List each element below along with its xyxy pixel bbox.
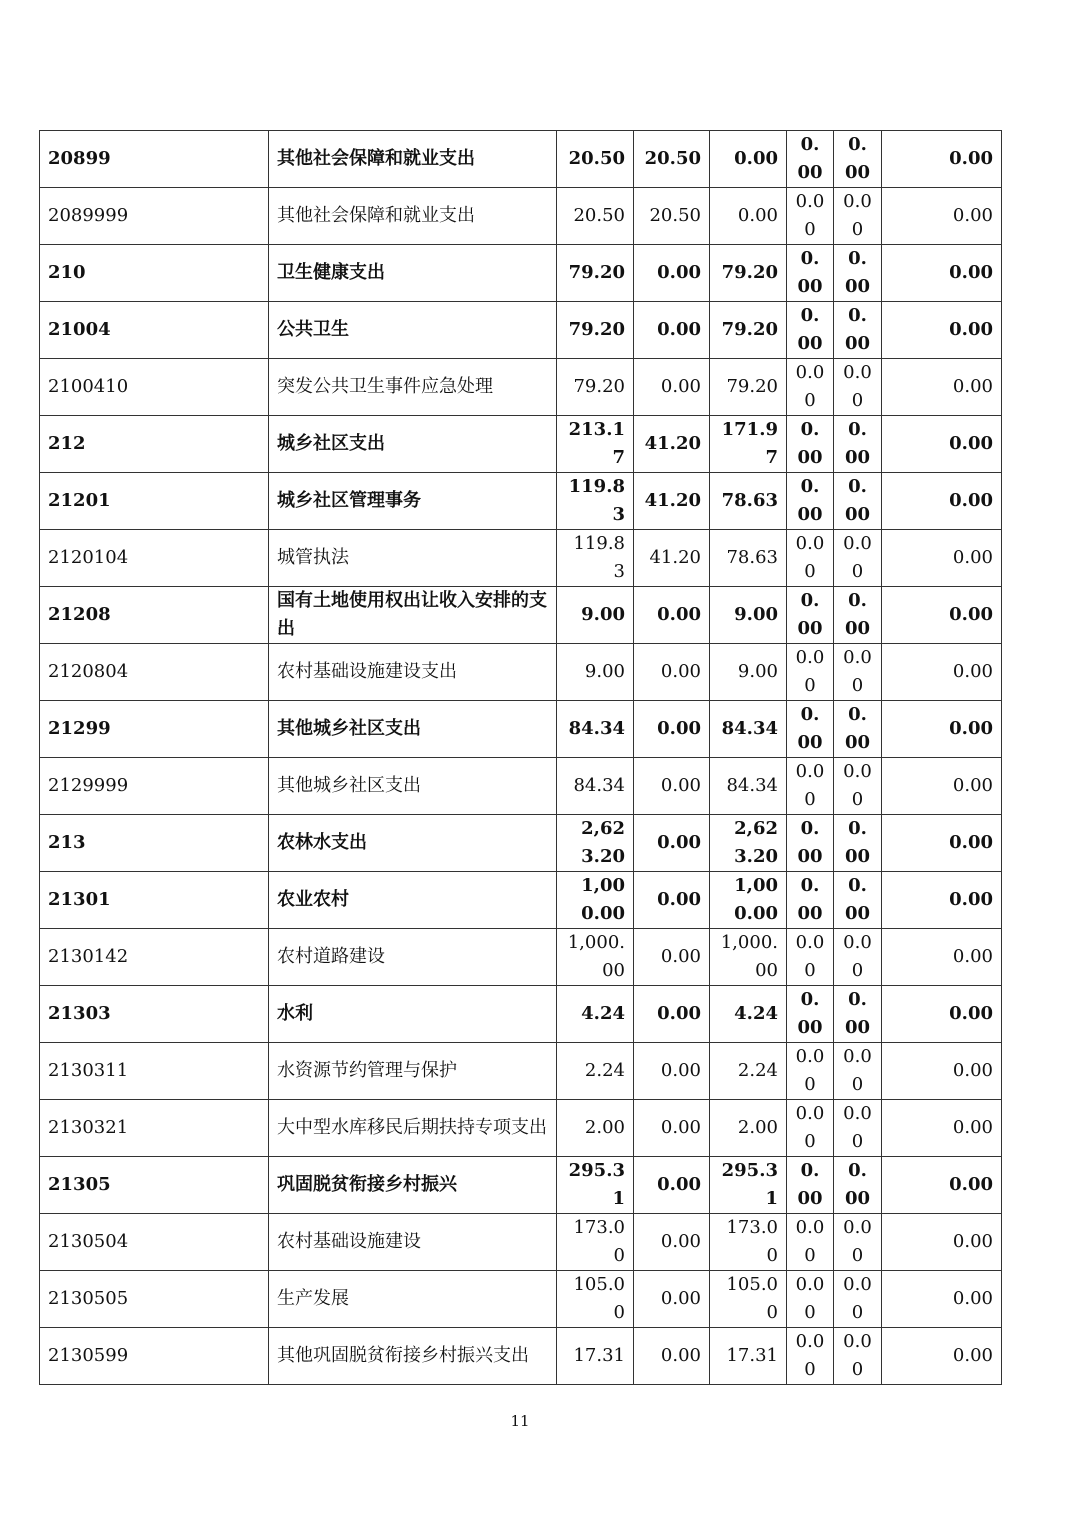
table-row bbox=[40, 1328, 1002, 1385]
subject-name-cell: 突发公共卫生事件应急处理 bbox=[269, 359, 557, 416]
subject-name-cell: 农村基础设施建设 bbox=[269, 1214, 557, 1271]
project-expenditure-cell: 0.00 bbox=[710, 131, 787, 188]
column-8-cell: 0.00 bbox=[882, 416, 1002, 473]
subject-code-cell: 213 bbox=[40, 815, 269, 872]
column-7-cell: 0.00 bbox=[834, 1214, 882, 1271]
project-expenditure-cell: 4.24 bbox=[710, 986, 787, 1043]
total-cell: 20.50 bbox=[557, 188, 634, 245]
basic-expenditure-cell: 0.00 bbox=[634, 644, 710, 701]
subject-code-cell: 21208 bbox=[40, 587, 269, 644]
total-cell: 1,000.00 bbox=[557, 872, 634, 929]
project-expenditure-cell: 105.00 bbox=[710, 1271, 787, 1328]
total-cell: 1,000.00 bbox=[557, 929, 634, 986]
subject-code-cell: 21201 bbox=[40, 473, 269, 530]
table-row bbox=[40, 245, 1002, 302]
column-7-cell: 0.00 bbox=[834, 245, 882, 302]
column-6-cell: 0.00 bbox=[787, 245, 834, 302]
subject-code-cell: 210 bbox=[40, 245, 269, 302]
column-8-cell: 0.00 bbox=[882, 359, 1002, 416]
basic-expenditure-cell: 0.00 bbox=[634, 1214, 710, 1271]
project-expenditure-cell: 9.00 bbox=[710, 587, 787, 644]
subject-name-cell: 巩固脱贫衔接乡村振兴 bbox=[269, 1157, 557, 1214]
project-expenditure-cell: 2.00 bbox=[710, 1100, 787, 1157]
subject-code-cell: 21299 bbox=[40, 701, 269, 758]
column-6-cell: 0.00 bbox=[787, 359, 834, 416]
basic-expenditure-cell: 0.00 bbox=[634, 1328, 710, 1385]
column-7-cell: 0.00 bbox=[834, 701, 882, 758]
subject-code-cell: 2130311 bbox=[40, 1043, 269, 1100]
column-8-cell: 0.00 bbox=[882, 131, 1002, 188]
column-6-cell: 0.00 bbox=[787, 1043, 834, 1100]
column-6-cell: 0.00 bbox=[787, 473, 834, 530]
subject-code-cell: 21303 bbox=[40, 986, 269, 1043]
column-7-cell: 0.00 bbox=[834, 359, 882, 416]
column-8-cell: 0.00 bbox=[882, 1100, 1002, 1157]
subject-code-cell: 21301 bbox=[40, 872, 269, 929]
column-7-cell: 0.00 bbox=[834, 302, 882, 359]
column-8-cell: 0.00 bbox=[882, 815, 1002, 872]
project-expenditure-cell: 2.24 bbox=[710, 1043, 787, 1100]
basic-expenditure-cell: 0.00 bbox=[634, 986, 710, 1043]
table-row bbox=[40, 416, 1002, 473]
basic-expenditure-cell: 0.00 bbox=[634, 758, 710, 815]
total-cell: 20.50 bbox=[557, 131, 634, 188]
total-cell: 9.00 bbox=[557, 587, 634, 644]
project-expenditure-cell: 84.34 bbox=[710, 758, 787, 815]
total-cell: 79.20 bbox=[557, 302, 634, 359]
column-6-cell: 0.00 bbox=[787, 815, 834, 872]
column-7-cell: 0.00 bbox=[834, 1328, 882, 1385]
column-6-cell: 0.00 bbox=[787, 1214, 834, 1271]
basic-expenditure-cell: 0.00 bbox=[634, 302, 710, 359]
subject-code-cell: 212 bbox=[40, 416, 269, 473]
column-8-cell: 0.00 bbox=[882, 1328, 1002, 1385]
basic-expenditure-cell: 41.20 bbox=[634, 416, 710, 473]
column-7-cell: 0.00 bbox=[834, 131, 882, 188]
column-6-cell: 0.00 bbox=[787, 1100, 834, 1157]
table-row bbox=[40, 1157, 1002, 1214]
subject-name-cell: 城乡社区管理事务 bbox=[269, 473, 557, 530]
table-row bbox=[40, 302, 1002, 359]
column-8-cell: 0.00 bbox=[882, 587, 1002, 644]
column-7-cell: 0.00 bbox=[834, 815, 882, 872]
column-6-cell: 0.00 bbox=[787, 188, 834, 245]
table-row bbox=[40, 473, 1002, 530]
basic-expenditure-cell: 0.00 bbox=[634, 359, 710, 416]
project-expenditure-cell: 295.31 bbox=[710, 1157, 787, 1214]
subject-code-cell: 2130321 bbox=[40, 1100, 269, 1157]
project-expenditure-cell: 84.34 bbox=[710, 701, 787, 758]
basic-expenditure-cell: 0.00 bbox=[634, 815, 710, 872]
total-cell: 105.00 bbox=[557, 1271, 634, 1328]
column-7-cell: 0.00 bbox=[834, 188, 882, 245]
table-row bbox=[40, 188, 1002, 245]
subject-code-cell: 2120104 bbox=[40, 530, 269, 587]
column-6-cell: 0.00 bbox=[787, 131, 834, 188]
column-8-cell: 0.00 bbox=[882, 1043, 1002, 1100]
basic-expenditure-cell: 41.20 bbox=[634, 473, 710, 530]
project-expenditure-cell: 17.31 bbox=[710, 1328, 787, 1385]
basic-expenditure-cell: 0.00 bbox=[634, 872, 710, 929]
subject-name-cell: 其他社会保障和就业支出 bbox=[269, 188, 557, 245]
subject-name-cell: 其他城乡社区支出 bbox=[269, 758, 557, 815]
total-cell: 84.34 bbox=[557, 701, 634, 758]
column-7-cell: 0.00 bbox=[834, 416, 882, 473]
subject-code-cell: 21305 bbox=[40, 1157, 269, 1214]
column-7-cell: 0.00 bbox=[834, 929, 882, 986]
column-7-cell: 0.00 bbox=[834, 1271, 882, 1328]
subject-name-cell: 水利 bbox=[269, 986, 557, 1043]
column-8-cell: 0.00 bbox=[882, 1214, 1002, 1271]
project-expenditure-cell: 0.00 bbox=[710, 188, 787, 245]
total-cell: 295.31 bbox=[557, 1157, 634, 1214]
column-6-cell: 0.00 bbox=[787, 758, 834, 815]
subject-name-cell: 农村基础设施建设支出 bbox=[269, 644, 557, 701]
basic-expenditure-cell: 0.00 bbox=[634, 1100, 710, 1157]
total-cell: 84.34 bbox=[557, 758, 634, 815]
project-expenditure-cell: 79.20 bbox=[710, 302, 787, 359]
column-8-cell: 0.00 bbox=[882, 188, 1002, 245]
total-cell: 119.83 bbox=[557, 473, 634, 530]
column-6-cell: 0.00 bbox=[787, 587, 834, 644]
table-row bbox=[40, 701, 1002, 758]
project-expenditure-cell: 78.63 bbox=[710, 530, 787, 587]
subject-name-cell: 水资源节约管理与保护 bbox=[269, 1043, 557, 1100]
column-7-cell: 0.00 bbox=[834, 587, 882, 644]
column-6-cell: 0.00 bbox=[787, 1157, 834, 1214]
subject-name-cell: 生产发展 bbox=[269, 1271, 557, 1328]
total-cell: 2,623.20 bbox=[557, 815, 634, 872]
basic-expenditure-cell: 20.50 bbox=[634, 131, 710, 188]
table-row bbox=[40, 359, 1002, 416]
subject-code-cell: 2129999 bbox=[40, 758, 269, 815]
project-expenditure-cell: 171.97 bbox=[710, 416, 787, 473]
column-6-cell: 0.00 bbox=[787, 644, 834, 701]
subject-name-cell: 国有土地使用权出让收入安排的支出 bbox=[269, 587, 557, 644]
table-row bbox=[40, 1214, 1002, 1271]
total-cell: 173.00 bbox=[557, 1214, 634, 1271]
project-expenditure-cell: 2,623.20 bbox=[710, 815, 787, 872]
column-8-cell: 0.00 bbox=[882, 872, 1002, 929]
column-6-cell: 0.00 bbox=[787, 1271, 834, 1328]
column-7-cell: 0.00 bbox=[834, 1043, 882, 1100]
page-number: 11 bbox=[510, 1412, 530, 1430]
subject-name-cell: 卫生健康支出 bbox=[269, 245, 557, 302]
total-cell: 79.20 bbox=[557, 245, 634, 302]
subject-name-cell: 其他巩固脱贫衔接乡村振兴支出 bbox=[269, 1328, 557, 1385]
project-expenditure-cell: 79.20 bbox=[710, 359, 787, 416]
subject-code-cell: 20899 bbox=[40, 131, 269, 188]
total-cell: 213.17 bbox=[557, 416, 634, 473]
subject-name-cell: 公共卫生 bbox=[269, 302, 557, 359]
total-cell: 2.24 bbox=[557, 1043, 634, 1100]
subject-name-cell: 城管执法 bbox=[269, 530, 557, 587]
column-8-cell: 0.00 bbox=[882, 245, 1002, 302]
column-7-cell: 0.00 bbox=[834, 758, 882, 815]
column-6-cell: 0.00 bbox=[787, 986, 834, 1043]
table-body bbox=[40, 131, 1002, 1385]
total-cell: 4.24 bbox=[557, 986, 634, 1043]
column-7-cell: 0.00 bbox=[834, 872, 882, 929]
column-8-cell: 0.00 bbox=[882, 644, 1002, 701]
total-cell: 9.00 bbox=[557, 644, 634, 701]
table-row bbox=[40, 1100, 1002, 1157]
basic-expenditure-cell: 0.00 bbox=[634, 1271, 710, 1328]
total-cell: 79.20 bbox=[557, 359, 634, 416]
project-expenditure-cell: 79.20 bbox=[710, 245, 787, 302]
subject-code-cell: 21004 bbox=[40, 302, 269, 359]
subject-name-cell: 其他城乡社区支出 bbox=[269, 701, 557, 758]
column-6-cell: 0.00 bbox=[787, 530, 834, 587]
column-6-cell: 0.00 bbox=[787, 701, 834, 758]
column-6-cell: 0.00 bbox=[787, 302, 834, 359]
column-8-cell: 0.00 bbox=[882, 701, 1002, 758]
table-row bbox=[40, 815, 1002, 872]
column-7-cell: 0.00 bbox=[834, 473, 882, 530]
basic-expenditure-cell: 0.00 bbox=[634, 1043, 710, 1100]
column-7-cell: 0.00 bbox=[834, 1157, 882, 1214]
subject-name-cell: 大中型水库移民后期扶持专项支出 bbox=[269, 1100, 557, 1157]
total-cell: 119.83 bbox=[557, 530, 634, 587]
column-7-cell: 0.00 bbox=[834, 1100, 882, 1157]
column-8-cell: 0.00 bbox=[882, 530, 1002, 587]
table-row bbox=[40, 986, 1002, 1043]
project-expenditure-cell: 78.63 bbox=[710, 473, 787, 530]
subject-code-cell: 2100410 bbox=[40, 359, 269, 416]
column-7-cell: 0.00 bbox=[834, 644, 882, 701]
column-6-cell: 0.00 bbox=[787, 929, 834, 986]
total-cell: 2.00 bbox=[557, 1100, 634, 1157]
column-8-cell: 0.00 bbox=[882, 1157, 1002, 1214]
table-row bbox=[40, 929, 1002, 986]
column-8-cell: 0.00 bbox=[882, 929, 1002, 986]
table-row bbox=[40, 872, 1002, 929]
column-6-cell: 0.00 bbox=[787, 416, 834, 473]
table-row bbox=[40, 644, 1002, 701]
subject-code-cell: 2130142 bbox=[40, 929, 269, 986]
column-8-cell: 0.00 bbox=[882, 1271, 1002, 1328]
table-row bbox=[40, 1043, 1002, 1100]
basic-expenditure-cell: 0.00 bbox=[634, 245, 710, 302]
subject-code-cell: 2120804 bbox=[40, 644, 269, 701]
column-8-cell: 0.00 bbox=[882, 473, 1002, 530]
column-7-cell: 0.00 bbox=[834, 986, 882, 1043]
column-6-cell: 0.00 bbox=[787, 1328, 834, 1385]
basic-expenditure-cell: 20.50 bbox=[634, 188, 710, 245]
subject-name-cell: 其他社会保障和就业支出 bbox=[269, 131, 557, 188]
subject-name-cell: 城乡社区支出 bbox=[269, 416, 557, 473]
subject-code-cell: 2130599 bbox=[40, 1328, 269, 1385]
column-8-cell: 0.00 bbox=[882, 758, 1002, 815]
basic-expenditure-cell: 0.00 bbox=[634, 701, 710, 758]
basic-expenditure-cell: 0.00 bbox=[634, 587, 710, 644]
project-expenditure-cell: 9.00 bbox=[710, 644, 787, 701]
subject-name-cell: 农村道路建设 bbox=[269, 929, 557, 986]
budget-table bbox=[39, 130, 1002, 1385]
table-row bbox=[40, 530, 1002, 587]
table-row bbox=[40, 131, 1002, 188]
column-8-cell: 0.00 bbox=[882, 302, 1002, 359]
column-6-cell: 0.00 bbox=[787, 872, 834, 929]
project-expenditure-cell: 173.00 bbox=[710, 1214, 787, 1271]
subject-code-cell: 2130504 bbox=[40, 1214, 269, 1271]
column-8-cell: 0.00 bbox=[882, 986, 1002, 1043]
subject-name-cell: 农业农村 bbox=[269, 872, 557, 929]
total-cell: 17.31 bbox=[557, 1328, 634, 1385]
table-row bbox=[40, 758, 1002, 815]
project-expenditure-cell: 1,000.00 bbox=[710, 929, 787, 986]
column-7-cell: 0.00 bbox=[834, 530, 882, 587]
basic-expenditure-cell: 0.00 bbox=[634, 929, 710, 986]
subject-code-cell: 2089999 bbox=[40, 188, 269, 245]
table-row bbox=[40, 1271, 1002, 1328]
basic-expenditure-cell: 41.20 bbox=[634, 530, 710, 587]
table-row bbox=[40, 587, 1002, 644]
project-expenditure-cell: 1,000.00 bbox=[710, 872, 787, 929]
basic-expenditure-cell: 0.00 bbox=[634, 1157, 710, 1214]
subject-name-cell: 农林水支出 bbox=[269, 815, 557, 872]
subject-code-cell: 2130505 bbox=[40, 1271, 269, 1328]
